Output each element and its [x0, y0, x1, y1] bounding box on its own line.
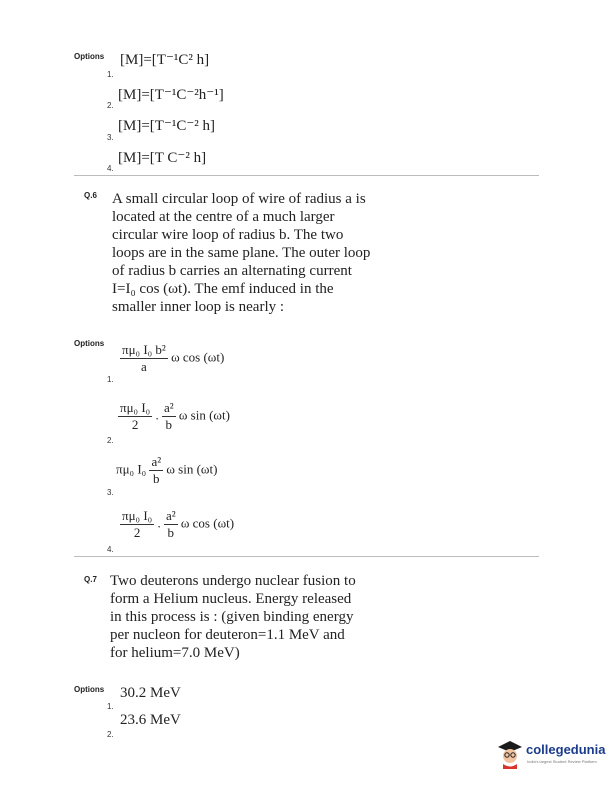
option-number: 1.	[107, 375, 114, 384]
denominator: b	[165, 417, 173, 432]
fraction	[164, 508, 178, 541]
options-label: Options	[74, 52, 105, 61]
question-line: Two deuterons undergo nuclear fusion to	[110, 573, 356, 589]
option-number: 4.	[107, 545, 114, 554]
question-text	[110, 572, 400, 662]
question-line: per nucleon for deuteron=1.1 MeV and	[110, 627, 345, 643]
divider	[74, 556, 539, 557]
fraction	[120, 508, 154, 541]
question-line: I=I₀ cos (ωt). The emf induced in the	[112, 281, 334, 297]
option-text: [M]=[T⁻¹C⁻² h]	[118, 118, 216, 134]
option-number: 3.	[107, 488, 114, 497]
formula-prefix: πμ₀ I₀	[116, 461, 147, 477]
numerator: a²	[163, 400, 174, 415]
option-formula	[120, 342, 224, 375]
question-line: located at the centre of a much larger	[112, 209, 335, 225]
formula-tail: ω sin (ωt)	[178, 407, 230, 423]
option-text: 23.6 MeV	[120, 712, 181, 728]
question-line: circular wire loop of radius b. The two	[112, 227, 344, 243]
option-number: 1.	[107, 70, 114, 79]
denominator: b	[167, 525, 175, 540]
formula-tail: ω cos (ωt)	[171, 349, 225, 365]
collegedunia-logo	[496, 737, 608, 773]
option-text: 30.2 MeV	[120, 685, 181, 701]
logo-name: collegedunia	[526, 742, 606, 757]
denominator: a	[141, 359, 147, 374]
question-line: in this process is : (given binding energy	[110, 609, 354, 625]
numerator: a²	[165, 508, 176, 523]
numerator: πμ₀ I₀ b²	[122, 342, 166, 357]
formula-tail: ω sin (ωt)	[166, 461, 218, 477]
option-number: 2.	[107, 101, 114, 110]
option-formula: $\frac{\text{πμ₀ I₀}}{2}$ . $\frac{\text{a²}}{b}$ ω cos (ωt)	[122, 508, 235, 540]
option-text: [M]=[T C⁻² h]	[118, 150, 207, 166]
options-label: Options	[74, 685, 105, 694]
option-number: 2.	[107, 436, 114, 445]
formula-tail: ω cos (ωt)	[180, 515, 235, 531]
option-text: [M]=[T⁻¹C⁻²h⁻¹]	[118, 87, 224, 103]
option-formula: $\frac{\text{πμ₀ I₀}}{2}$ . $\frac{\text{a²}}{b}$ ω sin (ωt)	[120, 400, 230, 432]
fraction	[162, 400, 176, 433]
numerator: πμ₀ I₀	[120, 400, 151, 415]
question-text	[112, 190, 402, 316]
question-line: of radius b carries an alternating current	[112, 263, 352, 279]
fraction	[118, 400, 152, 433]
question-line: smaller inner loop is nearly :	[112, 299, 285, 315]
question-number: Q.7	[84, 575, 97, 584]
option-text: [M]=[T⁻¹C² h]	[120, 52, 210, 68]
question-line: for helium=7.0 MeV)	[110, 645, 240, 661]
question-line: A small circular loop of wire of radius a is	[112, 191, 366, 207]
denominator: 2	[133, 525, 141, 540]
numerator: πμ₀ I₀	[122, 508, 153, 523]
denominator: 2	[131, 417, 139, 432]
denominator: b	[153, 471, 160, 486]
question-number: Q.6	[84, 191, 97, 200]
logo-tagline: India's largest Student Review Platform	[527, 759, 597, 764]
fraction	[149, 454, 163, 487]
student-mascot-icon	[496, 739, 524, 769]
option-number: 3.	[107, 133, 114, 142]
numerator: a²	[151, 454, 162, 469]
question-line: loops are in the same plane. The outer loop	[112, 245, 371, 261]
option-formula	[116, 454, 217, 487]
option-number: 2.	[107, 730, 114, 739]
option-number: 1.	[107, 702, 114, 711]
option-number: 4.	[107, 164, 114, 173]
question-line: form a Helium nucleus. Energy released	[110, 591, 352, 607]
options-label: Options	[74, 339, 105, 348]
divider	[74, 175, 539, 176]
fraction	[120, 342, 168, 375]
